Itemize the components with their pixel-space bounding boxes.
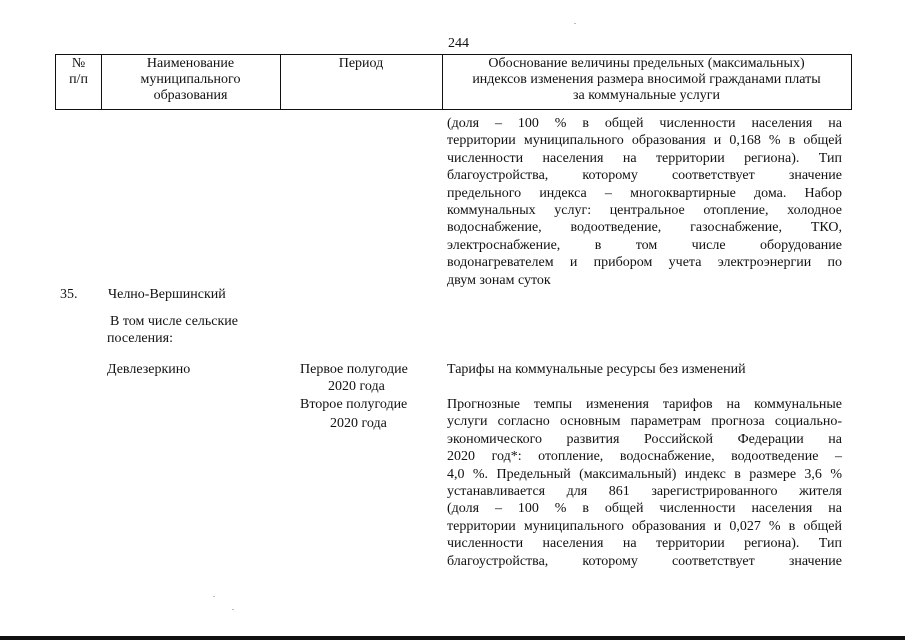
header-cell-number: [55, 54, 102, 110]
subtitle-line: В том числе сельские: [110, 314, 239, 329]
header-text-line: образования: [153, 88, 228, 103]
text-line: численности населения на территории региона). Тип: [447, 536, 842, 552]
text-line: (доля – 100 % в общей численности населения на: [447, 116, 842, 131]
text-line: Прогнозные темпы изменения тарифов на коммунальные: [447, 397, 842, 412]
row-number: 35.: [60, 287, 78, 302]
text-line: благоустройства, которому соответствует значение: [447, 553, 842, 569]
text-line: устанавливается для 861 зарегистрированного жителя: [447, 483, 842, 499]
text-line: (доля – 100 % в общей численности населения на: [447, 501, 842, 517]
header-text-line: п/п: [69, 72, 88, 87]
period-line: 2020 года: [330, 416, 387, 431]
subtitle-line: поселения:: [107, 331, 173, 346]
text-line: водонагревателем и прибором учета электроэнергии по: [447, 255, 842, 271]
header-text-line: муниципального: [140, 72, 241, 87]
text-line: коммунальных услуг: центральное отопление, холодное: [447, 202, 842, 218]
scan-speck: [213, 596, 215, 597]
header-cell-period: [280, 54, 443, 110]
basis-text: Тарифы на коммунальные ресурсы без изменений: [447, 362, 746, 377]
scan-speck: [574, 23, 576, 24]
bottom-edge-rule: [0, 636, 905, 640]
page-number: 244: [448, 36, 469, 51]
text-line: электроснабжение, в том числе оборудование: [447, 237, 842, 253]
period-line: Первое полугодие: [300, 362, 408, 377]
period-line: 2020 года: [328, 379, 385, 394]
text-line: территории муниципального образования и 0,168 % в общей: [447, 133, 842, 149]
text-line: благоустройства, которому соответствует значение: [447, 168, 842, 184]
header-text-line: Наименование: [146, 56, 235, 71]
header-text-line: №: [71, 56, 86, 71]
text-line: территории муниципального образования и 0,027 % в общей: [447, 518, 842, 534]
header-text-line: Обоснование величины предельных (максимальных): [488, 56, 805, 71]
text-line: 4,0 %. Предельный (максимальный) индекс в размере 3,6 %: [447, 466, 842, 482]
basis-paragraph: [447, 396, 842, 570]
header-cell-basis: [442, 54, 852, 110]
text-line: 2020 год*: отопление, водоснабжение, водоотведение –: [447, 449, 842, 465]
text-line: численности населения на территории региона). Тип: [447, 150, 842, 166]
text-line: экономического развития Российской Федерации на: [447, 431, 842, 447]
text-line: двум зонам суток: [447, 272, 551, 288]
header-text-line: Период: [338, 56, 384, 71]
header-text-line: индексов изменения размера вносимой гражданами платы: [472, 72, 821, 87]
header-text-line: за коммунальные услуги: [572, 88, 721, 103]
text-line: предельного индекса – многоквартирные дома. Набор: [447, 185, 842, 201]
settlement-name: Девлезеркино: [107, 362, 191, 377]
municipality-name: Челно-Вершинский: [108, 287, 226, 302]
period-line: Второе полугодие: [300, 397, 408, 412]
text-line: услуги согласно основным параметрам прогноза социально-: [447, 414, 842, 430]
header-cell-municipality: [101, 54, 281, 110]
continuation-paragraph: [447, 115, 842, 289]
scan-speck: [232, 609, 234, 610]
text-line: водоснабжение, водоотведение, газоснабжение, ТКО,: [447, 220, 842, 236]
